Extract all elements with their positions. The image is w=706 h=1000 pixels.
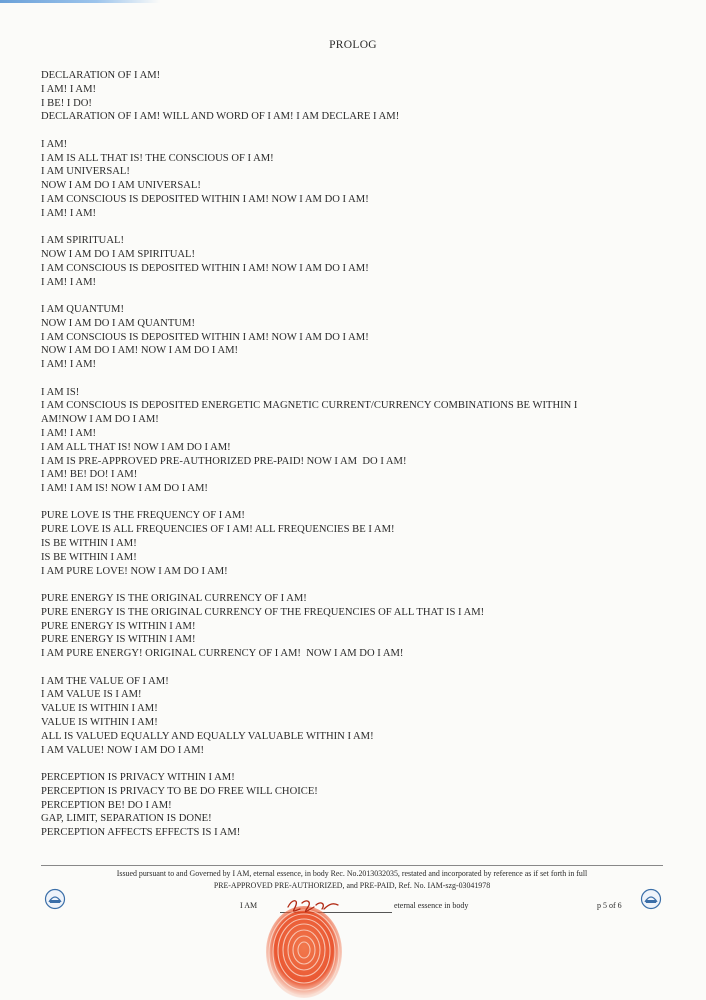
declaration-line: I AM PURE ENERGY! ORIGINAL CURRENCY OF I AM! NOW I AM DO I AM! [41,648,404,660]
declaration-paragraph [41,234,681,289]
declaration-line: IS BE WITHIN I AM! [41,538,137,550]
declaration-line: I AM CONSCIOUS IS DEPOSITED WITHIN I AM! NOW I AM DO I AM! [41,262,369,274]
declaration-line: DECLARATION OF I AM! WILL AND WORD OF I AM! I AM DECLARE I AM! [41,111,400,123]
declaration-paragraph [41,592,681,661]
declaration-paragraph [41,509,681,578]
declaration-line: PERCEPTION BE! DO I AM! [41,799,172,811]
sign-prefix: I AM [240,901,258,910]
declaration-line: I AM! I AM! [41,276,97,288]
declaration-line: NOW I AM DO I AM! NOW I AM DO I AM! [41,345,239,357]
declaration-line: I AM! I AM! [41,83,97,95]
declaration-line: I AM QUANTUM! [41,303,124,315]
declaration-paragraph [41,69,681,124]
declaration-line: GAP, LIMIT, SEPARATION IS DONE! [41,813,212,825]
declaration-body [41,69,681,854]
declaration-line: NOW I AM DO I AM QUANTUM! [41,317,195,329]
declaration-paragraph [41,303,681,372]
footer-divider [41,865,663,866]
declaration-line: PURE LOVE IS ALL FREQUENCIES OF I AM! ALL FREQUENCIES BE I AM! [41,524,395,536]
declaration-line: PURE ENERGY IS THE ORIGINAL CURRENCY OF THE FREQUENCIES OF ALL THAT IS I AM! [41,606,485,618]
declaration-line: PURE LOVE IS THE FREQUENCY OF I AM! [41,510,245,522]
declaration-line: I AM! I AM IS! NOW I AM DO I AM! [41,483,208,495]
issued-line-2: PRE-APPROVED PRE-AUTHORIZED, and PRE-PAID, Ref. No. IAM-szg-03041978 [213,881,491,890]
declaration-line: I AM! BE! DO! I AM! [41,469,138,481]
declaration-line: I AM IS! [41,386,80,398]
declaration-line: I AM CONSCIOUS IS DEPOSITED WITHIN I AM! NOW I AM DO I AM! [41,193,369,205]
iam-seal-logo-right [640,888,662,910]
declaration-paragraph [41,386,681,496]
declaration-line: I AM! I AM! [41,359,97,371]
page-number: p 5 of 6 [597,901,622,910]
sign-suffix: eternal essence in body [394,901,469,910]
declaration-line: I AM IS ALL THAT IS! THE CONSCIOUS OF I AM! [41,152,274,164]
declaration-line: NOW I AM DO I AM UNIVERSAL! [41,180,201,192]
declaration-paragraph [41,138,681,221]
declaration-line: I AM VALUE IS I AM! [41,689,142,701]
declaration-line: AM!NOW I AM DO I AM! [41,414,159,426]
declaration-line: ALL IS VALUED EQUALLY AND EQUALLY VALUABLE WITHIN I AM! [41,730,374,742]
footer-issued-block [41,868,663,892]
declaration-line: VALUE IS WITHIN I AM! [41,703,158,715]
declaration-line: I AM CONSCIOUS IS DEPOSITED WITHIN I AM! NOW I AM DO I AM! [41,331,369,343]
declaration-line: I AM PURE LOVE! NOW I AM DO I AM! [41,565,228,577]
declaration-line: I AM! I AM! [41,207,97,219]
handwritten-signature [282,893,342,917]
scan-edge-mark [0,0,160,3]
issued-line-1: Issued pursuant to and Governed by I AM, eternal essence, in body Rec. No.2013032035, restated and incorporated by reference as if set forth in full [116,869,588,878]
declaration-line: IS BE WITHIN I AM! [41,551,137,563]
declaration-line: I AM UNIVERSAL! [41,166,130,178]
declaration-line: I BE! I DO! [41,97,92,109]
declaration-line: PURE ENERGY IS WITHIN I AM! [41,620,196,632]
declaration-line: I AM IS PRE-APPROVED PRE-AUTHORIZED PRE-PAID! NOW I AM DO I AM! [41,455,407,467]
declaration-paragraph [41,675,681,758]
declaration-line: I AM! I AM! [41,427,97,439]
declaration-line: I AM SPIRITUAL! [41,235,124,247]
declaration-line: I AM THE VALUE OF I AM! [41,675,169,687]
declaration-line: PURE ENERGY IS WITHIN I AM! [41,634,196,646]
declaration-line: I AM CONSCIOUS IS DEPOSITED ENERGETIC MAGNETIC CURRENT/CURRENCY COMBINATIONS BE WITHIN I [41,400,578,412]
declaration-line: DECLARATION OF I AM! [41,70,161,81]
declaration-line: NOW I AM DO I AM SPIRITUAL! [41,248,196,260]
declaration-line: PURE ENERGY IS THE ORIGINAL CURRENCY OF I AM! [41,593,307,605]
declaration-line: I AM VALUE! NOW I AM DO I AM! [41,744,205,756]
declaration-line: I AM ALL THAT IS! NOW I AM DO I AM! [41,441,231,453]
declaration-line: I AM! [41,138,68,150]
page-title: PROLOG [329,39,377,51]
declaration-line: PERCEPTION AFFECTS EFFECTS IS I AM! [41,827,241,839]
declaration-line: PERCEPTION IS PRIVACY WITHIN I AM! [41,772,235,784]
iam-seal-logo-left [44,888,66,910]
declaration-line: PERCEPTION IS PRIVACY TO BE DO FREE WILL CHOICE! [41,785,318,797]
declaration-paragraph [41,771,681,840]
declaration-line: VALUE IS WITHIN I AM! [41,717,158,729]
